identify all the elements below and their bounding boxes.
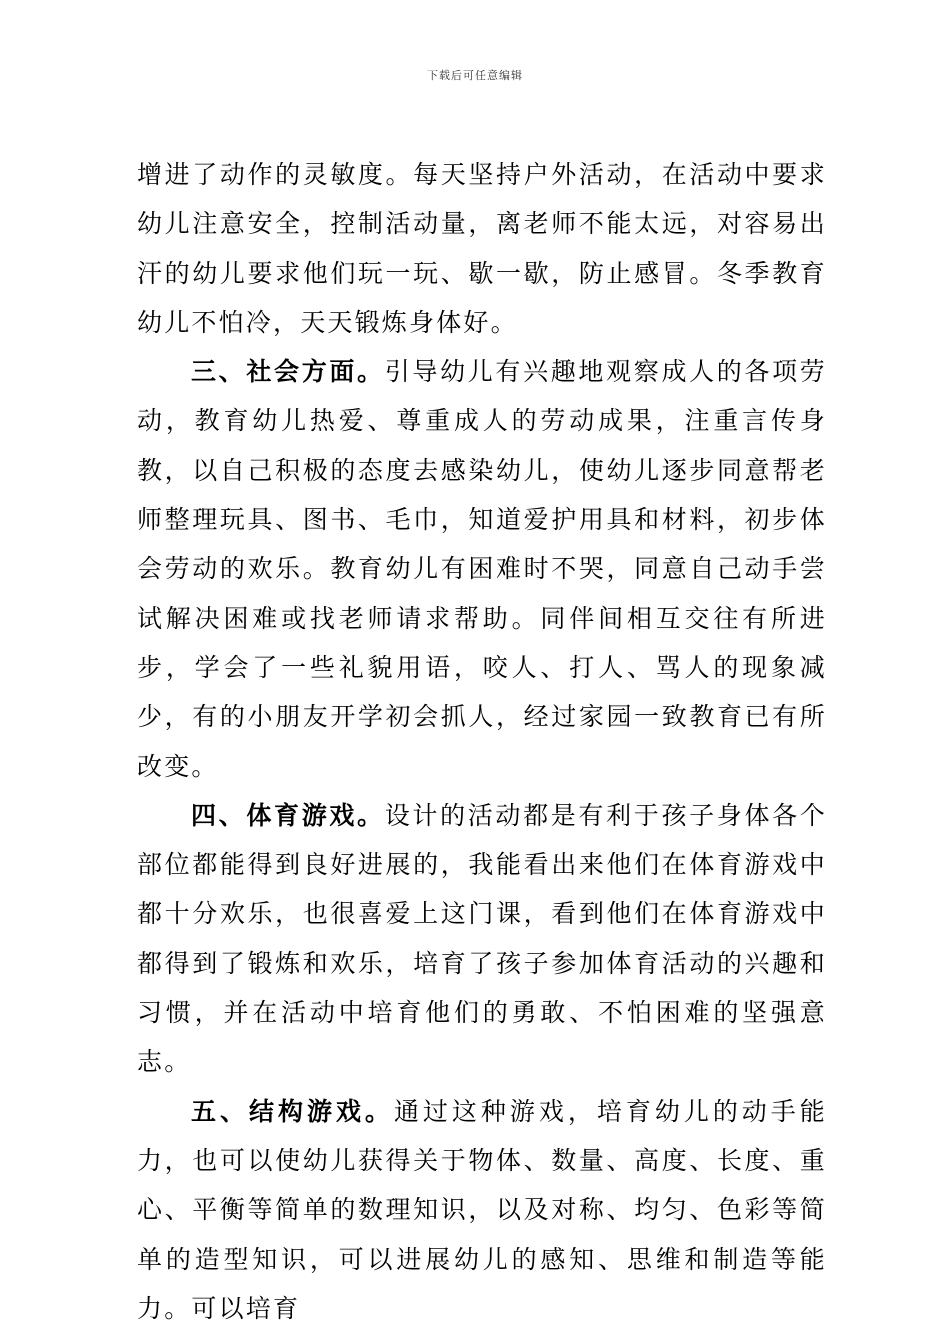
paragraph-sports-games [137, 791, 827, 1087]
paragraph-social [137, 347, 827, 791]
section-heading-social: 三、社会方面。 [191, 357, 385, 387]
page-header: 下载后可任意编辑 [427, 69, 523, 82]
paragraph-construction-games [137, 1087, 827, 1333]
section-heading-sports-games: 四、体育游戏。 [191, 800, 385, 830]
paragraph-text: 通过这种游戏，培育幼儿的动手能力，也可以使幼儿获得关于物体、数量、高度、长度、重心、平衡等简单的数理知识，以及对称、均匀、色彩等简单的造型知识，可以进展幼儿的感知、思维和制造等能力。可以培育 [137, 1096, 827, 1323]
document-body [137, 150, 827, 1333]
paragraph-text: 设计的活动都是有利于孩子身体各个部位都能得到良好进展的，我能看出来他们在体育游戏中都十分欢乐，也很喜爱上这门课，看到他们在体育游戏中都得到了锻炼和欢乐，培育了孩子参加体育活动的兴趣和习惯，并在活动中培育他们的勇敢、不怕困难的坚强意志。 [137, 800, 828, 1077]
section-heading-construction-games: 五、结构游戏。 [191, 1096, 394, 1126]
paragraph-text: 增进了动作的灵敏度。每天坚持户外活动，在活动中要求幼儿注意安全，控制活动量，离老师不能太远，对容易出汗的幼儿要求他们玩一玩、歇一歇，防止感冒。冬季教育幼儿不怕冷，天天锻炼身体好。 [137, 160, 827, 337]
paragraph-text: 引导幼儿有兴趣地观察成人的各项劳动，教育幼儿热爱、尊重成人的劳动成果，注重言传身教，以自己积极的态度去感染幼儿，使幼儿逐步同意帮老师整理玩具、图书、毛巾，知道爱护用具和材料，初步体会劳动的欢乐。教育幼儿有困难时不哭，同意自己动手尝试解决困难或找老师请求帮助。同伴间相互交往有所进步，学会了一些礼貌用语，咬人、打人、骂人的现象减少，有的小朋友开学初会抓人，经过家园一致教育已有所改变。 [137, 357, 828, 781]
paragraph-continuation [137, 150, 827, 347]
